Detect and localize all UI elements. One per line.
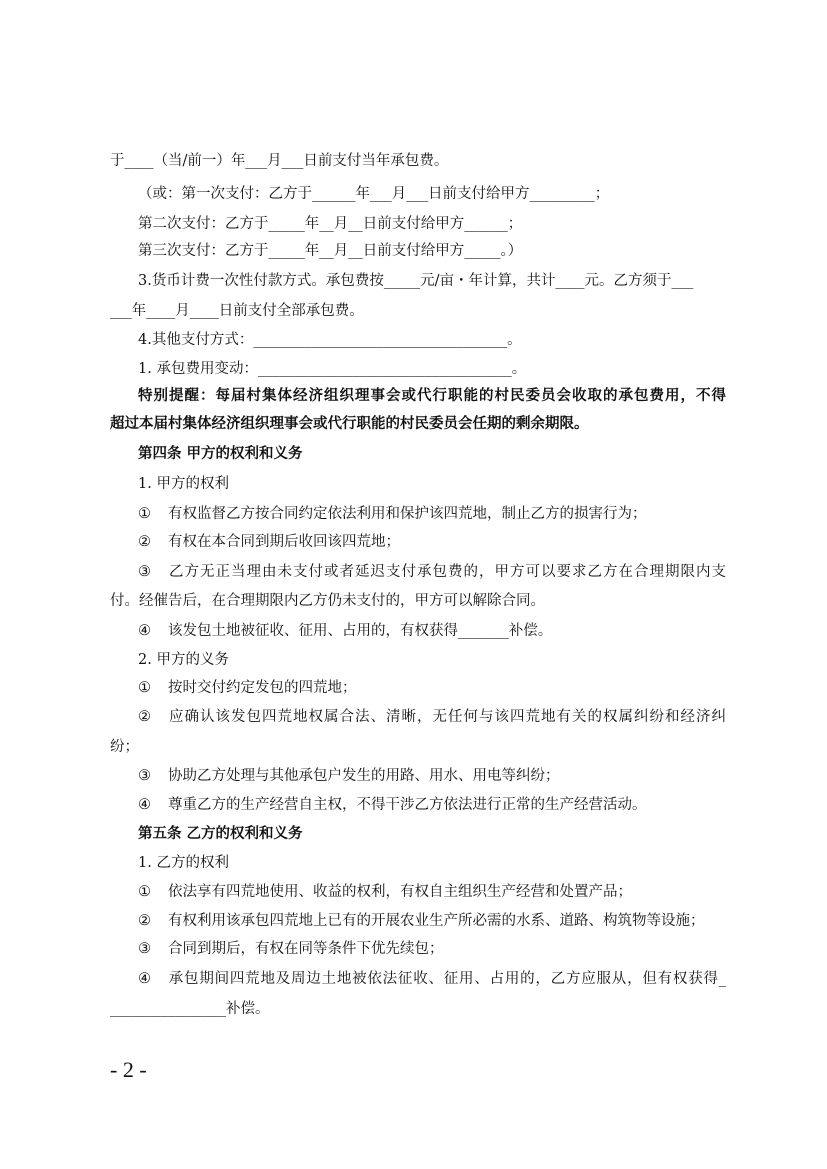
circled-number-3: ③ <box>138 768 151 784</box>
text-line: 纷； <box>110 739 139 755</box>
list-item <box>138 706 726 728</box>
list-item-text: 有权利用该承包四荒地上已有的开展农业生产所必需的水系、道路、构筑物等设施； <box>168 913 705 929</box>
circled-number-3: ③ <box>138 564 151 580</box>
text-line: 于____（当/前一）年___月___日前支付当年承包费。 <box>110 153 449 169</box>
list-item-text: 有权在本合同到期后收回该四荒地； <box>168 534 400 550</box>
special-reminder-line: 超过本届村集体经济组织理事会或代行职能的村民委员会任期的剩余期限。 <box>110 415 589 432</box>
list-item <box>138 561 726 583</box>
list-item-text: 乙方无正当理由未支付或者延迟支付承包费的，甲方可以要求乙方在合理期限内支 <box>168 564 726 580</box>
list-item-text: 合同到期后，有权在同等条件下优先续包； <box>168 941 444 957</box>
text-line: 第三次支付：乙方于_____年__月__日前支付给甲方_____。） <box>138 243 523 259</box>
text-line: ___年____月____日前支付全部承包费。 <box>110 303 364 319</box>
section-heading-article-5: 第五条 乙方的权利和义务 <box>138 825 303 842</box>
list-item-text: 按时交付约定发包的四荒地； <box>168 680 357 696</box>
circled-number-1: ① <box>138 680 151 696</box>
list-item-text: 有权监督乙方按合同约定依法利用和保护该四荒地，制止乙方的损害行为； <box>168 506 647 522</box>
list-item-text: 承包期间四荒地及周边土地被依法征收、征用、占用的，乙方应服从，但有权获得_ <box>168 971 726 987</box>
list-item <box>138 938 726 960</box>
circled-number-2: ② <box>138 709 151 725</box>
text-line: 第二次支付：乙方于_____年__月__日前支付给甲方______； <box>138 216 523 232</box>
circled-number-4: ④ <box>138 797 151 813</box>
list-item-text: 尊重乙方的生产经营自主权，不得干涉乙方依法进行正常的生产经营活动。 <box>168 797 647 813</box>
page-number: - 2 - <box>110 1057 147 1082</box>
text-line: ________________补偿。 <box>110 1001 270 1017</box>
special-reminder-line: 特别提醒：每届村集体经济组织理事会或代行职能的村民委员会收取的承包费用，不得 <box>138 387 726 404</box>
text-line: 付。经催告后，在合理期限内乙方仍未支付的，甲方可以解除合同。 <box>110 593 545 609</box>
circled-number-2: ② <box>138 534 151 550</box>
subheading-party-b-rights: 1. 乙方的权利 <box>138 855 229 871</box>
list-item-text: 协助乙方处理与其他承包户发生的用路、用水、用电等纠纷； <box>168 768 560 784</box>
list-item-text: 应确认该发包四荒地权属合法、清晰，无任何与该四荒地有关的权属纠纷和经济纠 <box>168 709 726 725</box>
circled-number-3: ③ <box>138 941 151 957</box>
list-item <box>138 677 726 699</box>
list-item <box>138 503 726 525</box>
list-item-text: 该发包土地被征收、征用、占用的，有权获得_______补偿。 <box>168 623 553 639</box>
text-line: 4.其他支付方式：___________________________________。 <box>138 332 522 348</box>
section-heading-article-4: 第四条 甲方的权利和义务 <box>138 445 303 462</box>
list-item <box>138 794 726 816</box>
list-item <box>138 968 726 990</box>
list-item <box>138 881 726 903</box>
circled-number-1: ① <box>138 506 151 522</box>
subheading-party-a-obligations: 2. 甲方的义务 <box>138 652 229 668</box>
list-item <box>138 620 726 642</box>
text-line: 1. 承包费用变动：___________________________________。 <box>138 361 527 377</box>
list-item-text: 依法享有四荒地使用、收益的权利，有权自主组织生产经营和处置产品； <box>168 884 632 900</box>
circled-number-4: ④ <box>138 623 151 639</box>
list-item <box>138 531 726 553</box>
subheading-party-a-rights: 1. 甲方的权利 <box>138 476 229 492</box>
circled-number-2: ② <box>138 913 151 929</box>
list-item <box>138 765 726 787</box>
circled-number-4: ④ <box>138 971 151 987</box>
circled-number-1: ① <box>138 884 151 900</box>
list-item <box>138 910 726 932</box>
text-line: 3.货币计费一次性付款方式。承包费按_____元/亩・年计算，共计____元。乙方须于___ <box>138 273 694 289</box>
text-line: （或：第一次支付：乙方于______年___月___日前支付给甲方_________； <box>138 186 610 202</box>
